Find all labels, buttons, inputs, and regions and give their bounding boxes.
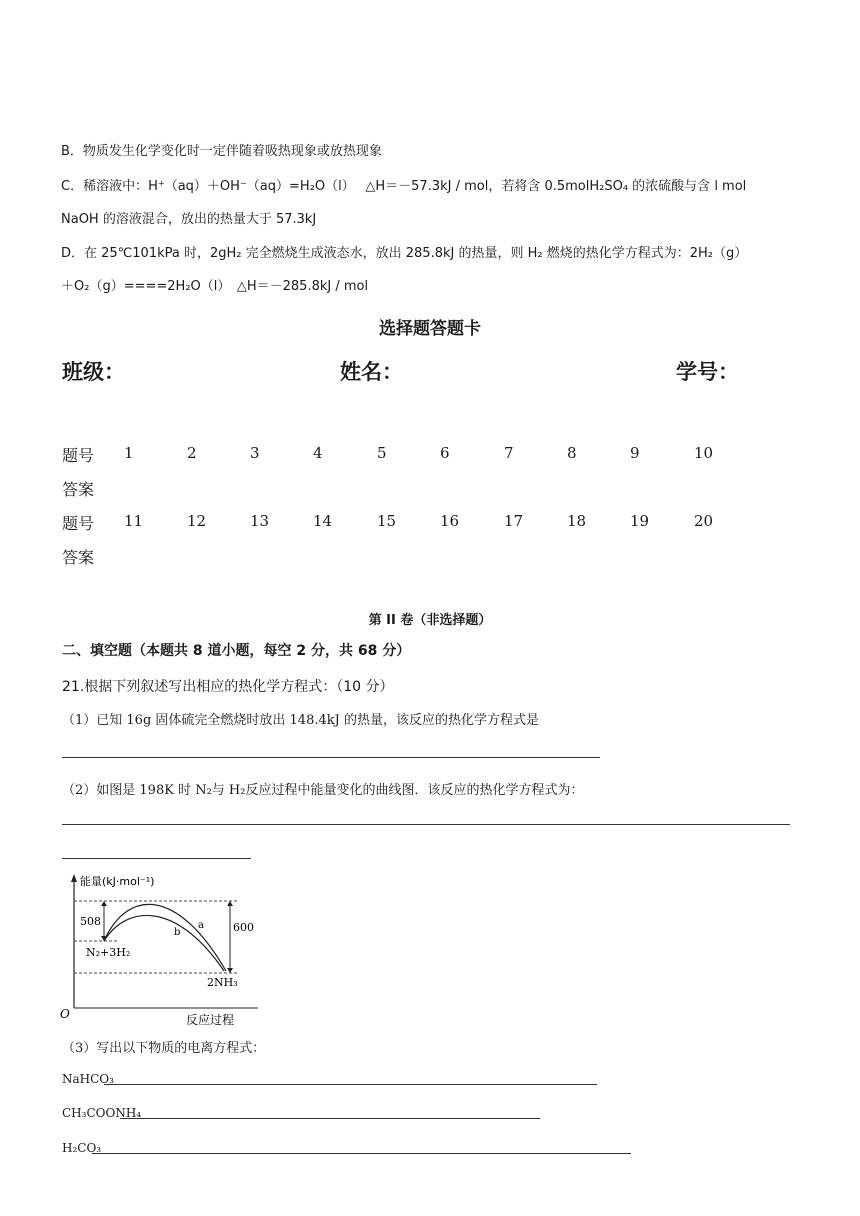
answer-card-title: 选择题答题卡	[379, 319, 481, 339]
question-number: 19	[630, 512, 650, 530]
question-21-2: （2）如图是 198K 时 N₂与 H₂反应过程中能量变化的曲线图．该反应的热化学方程式为：	[62, 783, 584, 798]
class-label: 班级：	[62, 360, 125, 384]
label-600: 600	[233, 921, 254, 934]
answer-line	[62, 858, 251, 859]
label-508: 508	[80, 915, 101, 928]
answer-line	[62, 824, 790, 825]
grid-label-answer: 答案	[62, 548, 95, 567]
name-label: 姓名：	[340, 360, 403, 384]
question-21-1: （1）已知 16g 固体硫完全燃烧时放出 148.4kJ 的热量，该反应的热化学方程式是	[62, 713, 539, 728]
question-number: 15	[377, 512, 397, 530]
question-number: 13	[250, 512, 270, 530]
origin-label: O	[60, 1007, 70, 1021]
question-number: 11	[124, 512, 144, 530]
grid-label-number: 题号	[62, 446, 95, 465]
answer-line	[92, 1153, 631, 1154]
question-number: 2	[187, 444, 197, 462]
question-number: 16	[440, 512, 460, 530]
question-number: 12	[187, 512, 207, 530]
option-c-line2: NaOH 的溶液混合，放出的热量大于 57.3kJ	[61, 212, 317, 227]
ionization-item-2: CH₃COONH₄	[62, 1106, 142, 1120]
question-number: 8	[567, 444, 577, 462]
answer-line	[62, 757, 600, 758]
student-id-label: 学号：	[676, 360, 739, 384]
ionization-item-3: H₂CO₃	[62, 1141, 102, 1155]
reactants-label: N₂+3H₂	[86, 946, 131, 959]
y-axis-label: 能量(kJ·mol⁻¹)	[80, 875, 155, 888]
option-d-line1: D．在 25℃101kPa 时，2gH₂ 完全燃烧生成液态水，放出 285.8kJ 的热量，则 H₂ 燃烧的热化学方程式为：2H₂（g）	[61, 246, 748, 261]
question-number: 9	[630, 444, 640, 462]
ionization-item-1: NaHCO₃	[62, 1072, 114, 1086]
grid-label-answer: 答案	[62, 480, 95, 499]
curve-b	[104, 915, 224, 971]
question-number: 18	[567, 512, 587, 530]
question-number: 6	[440, 444, 450, 462]
section-heading: 二、填空题（本题共 8 道小题，每空 2 分，共 68 分）	[62, 643, 411, 659]
grid-label-number: 题号	[62, 514, 95, 533]
energy-diagram	[58, 868, 268, 1028]
question-number: 1	[124, 444, 134, 462]
question-number: 14	[313, 512, 333, 530]
curve-b-label: b	[174, 927, 181, 938]
x-axis-label: 反应过程	[186, 1013, 235, 1027]
option-c-line1: C．稀溶液中：H⁺（aq）＋OH⁻（aq）=H₂O（l） △H＝－57.3kJ / mol，若将含 0.5molH₂SO₄ 的浓硫酸与含 l mol	[61, 179, 747, 194]
question-number: 5	[377, 444, 387, 462]
question-number: 3	[250, 444, 260, 462]
curve-a	[104, 904, 226, 971]
option-d-line2: ＋O₂（g）====2H₂O（l） △H＝－285.8kJ / mol	[61, 279, 369, 294]
question-21-3: （3）写出以下物质的电离方程式：	[62, 1041, 266, 1056]
question-number: 10	[694, 444, 714, 462]
answer-line	[104, 1084, 597, 1085]
part2-heading: 第 II 卷（非选择题）	[368, 613, 492, 628]
question-number: 20	[694, 512, 714, 530]
answer-line	[120, 1118, 540, 1119]
question-21: 21.根据下列叙述写出相应的热化学方程式：（10 分）	[62, 679, 394, 695]
products-label: 2NH₃	[207, 976, 238, 989]
option-b: B．物质发生化学变化时一定伴随着吸热现象或放热现象	[61, 144, 382, 159]
curve-a-label: a	[198, 920, 204, 931]
question-number: 4	[313, 444, 323, 462]
question-number: 7	[504, 444, 514, 462]
question-number: 17	[504, 512, 524, 530]
